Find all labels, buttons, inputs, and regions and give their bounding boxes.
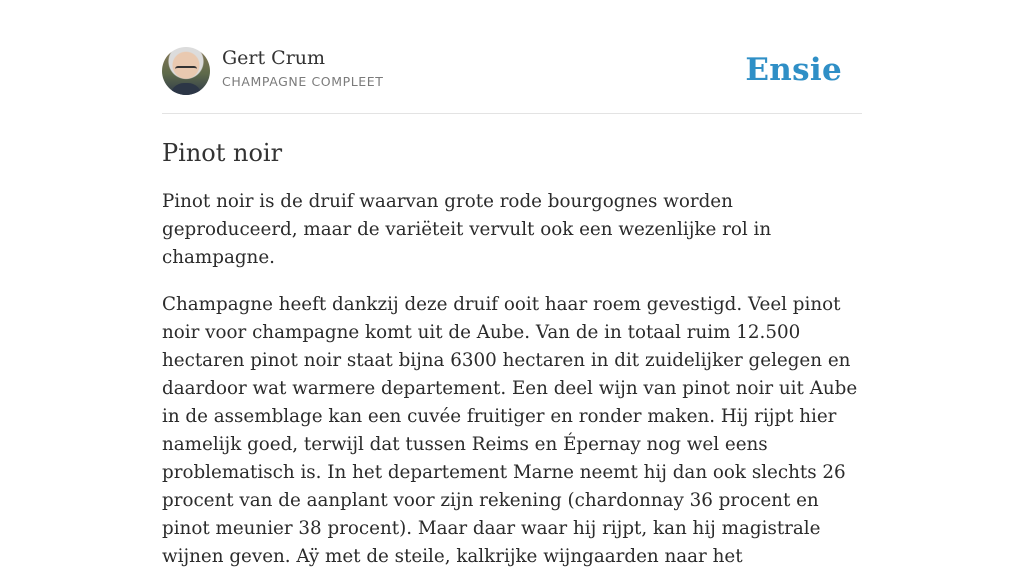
- avatar-shirt: [170, 83, 202, 95]
- brand-logo[interactable]: Ensie: [745, 52, 842, 88]
- section-label[interactable]: CHAMPAGNE COMPLEET: [222, 74, 384, 89]
- article-paragraph-2: Champagne heeft dankzij deze druif ooit haar roem gevestigd. Veel pinot noir voor champagne komt uit de Aube. Van de in totaal ruim 12.500 hectaren pinot noir staat bijna 6300 hectaren in dit zuidelijker gelegen en daardoor wat warmere departement. Een deel wijn van pinot noir uit Aube in de assemblage kan een cuvée fruitiger en ronder maken. Hij rijpt hier namelijk goed, terwijl dat tussen Reims en Épernay nog wel eens problematisch is. In het departement Marne neemt hij dan ook slechts 26 procent van de aanplant voor zijn rekening (chardonnay 36 procent en pinot meunier 38 procent). Maar daar waar hij rijpt, kan hij magistrale wijnen geven. Aÿ met de steile, kalkrijke wijngaarden naar het: [162, 294, 858, 567]
- article-title: Pinot noir: [162, 139, 283, 167]
- avatar-glasses: [175, 66, 197, 74]
- article-container: [162, 0, 862, 571]
- article-paragraph-1: Pinot noir is de druif waarvan grote rode bourgognes worden geproduceerd, maar de variëteit vervult ook een wezenlijke rol in champagne.: [162, 191, 772, 268]
- article-header: [162, 0, 862, 114]
- author-name[interactable]: Gert Crum: [222, 47, 326, 69]
- author-avatar[interactable]: [162, 47, 210, 95]
